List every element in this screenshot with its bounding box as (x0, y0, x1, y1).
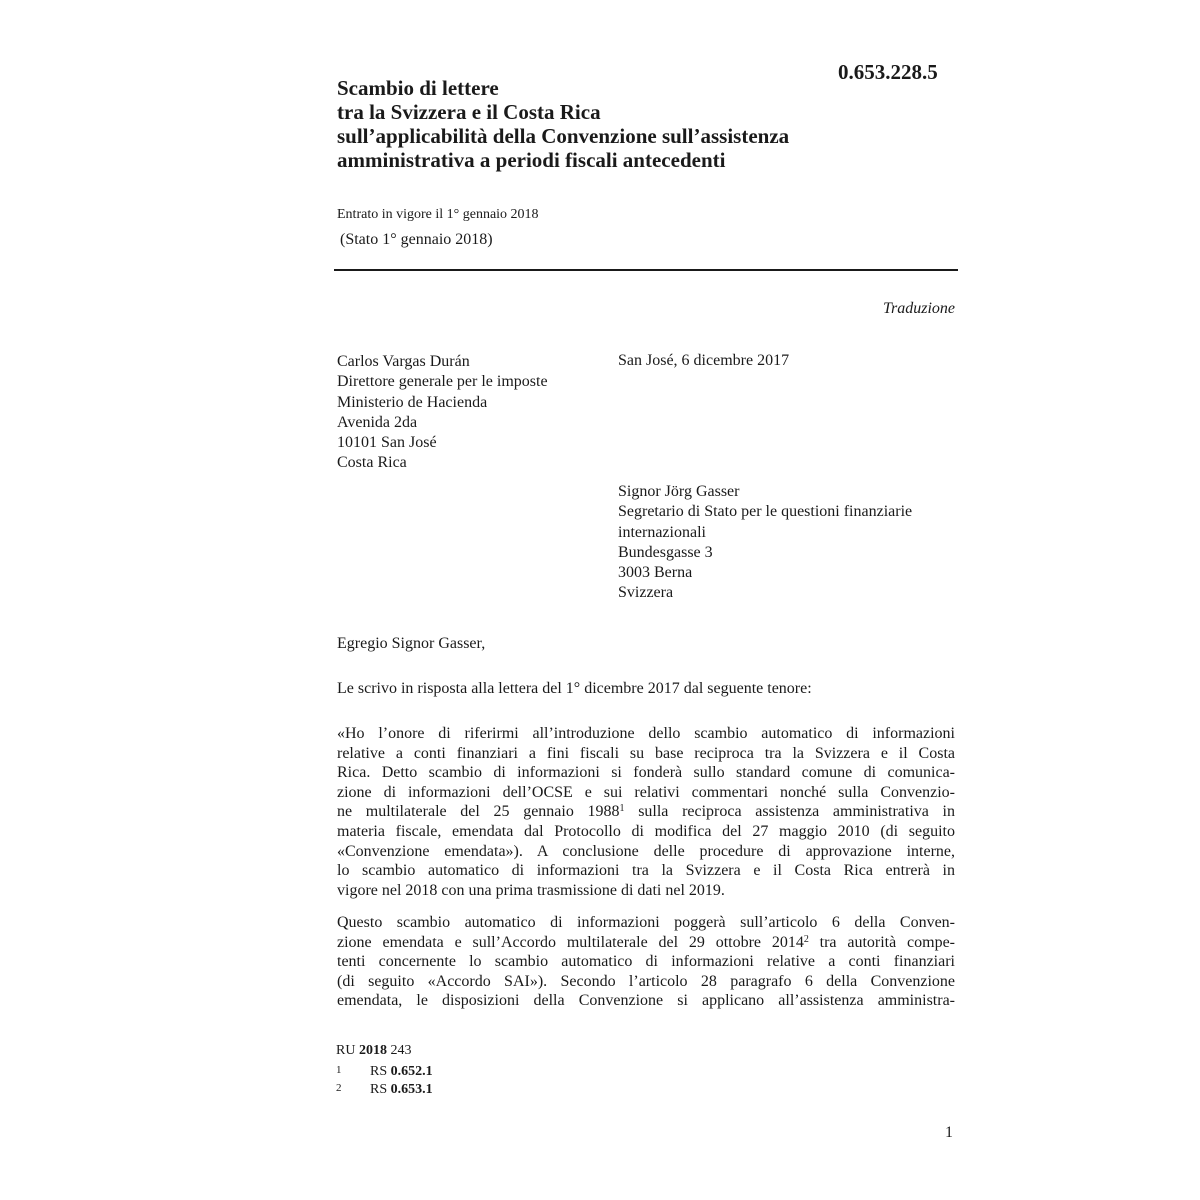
title-line: sull’applicabilità della Convenzione sull’assistenza (337, 124, 790, 148)
sender-address (337, 352, 548, 474)
line-text: ne multilaterale del 25 gennaio 1988 (337, 803, 620, 821)
footnote-ref-2[interactable]: 2 (803, 933, 809, 945)
footnote-prefix: RS (370, 1082, 391, 1097)
line-text: sulla reciproca assistenza amministrativa in (624, 803, 955, 821)
sender-line: Avenida 2da (337, 413, 418, 431)
paragraph-line: vigore nel 2018 con una prima trasmissione di dati nel 2019. (337, 881, 725, 899)
state-date: (Stato 1° gennaio 2018) (340, 231, 493, 248)
paragraph-line: (di seguito «Accordo SAI»). Secondo l’articolo 28 paragrafo 6 della Convenzione (337, 972, 955, 990)
recipient-line: internazionali (618, 523, 706, 541)
sender-line: Costa Rica (337, 454, 407, 472)
paragraph-line: «Convenzione emendata»). A conclusione delle procedure di approvazione interne, (337, 842, 955, 860)
ru-prefix: RU (336, 1043, 359, 1058)
intro-sentence: Le scrivo in risposta alla lettera del 1° dicembre 2017 dal seguente tenore: (337, 680, 812, 697)
recipient-line: 3003 Berna (618, 564, 693, 582)
paragraph-line: zione di informazioni dell’OCSE e sui relativi commentari nonché sulla Convenzio- (337, 783, 955, 801)
page-number: 1 (945, 1124, 953, 1141)
footnote-ref[interactable]: 0.652.1 (390, 1064, 433, 1079)
title-line: tra la Svizzera e il Costa Rica (337, 100, 601, 124)
sr-number: 0.653.228.5 (838, 60, 938, 84)
paragraph-line (337, 802, 955, 822)
paragraph-line: relative a conti finanziari a fini fiscali su base reciproca tra la Svizzera e il Costa (337, 744, 955, 762)
footnotes (336, 1062, 433, 1098)
footnote-mark: 2 (336, 1082, 342, 1094)
line-text: zione emendata e sull’Accordo multilaterale del 29 ottobre 2014 (337, 933, 804, 951)
line-text: tra autorità compe- (808, 933, 956, 951)
paragraph-line: «Ho l’onore di riferirmi all’introduzione dello scambio automatico di informazioni (337, 725, 955, 742)
footnote-ref[interactable]: 0.653.1 (390, 1082, 433, 1097)
translation-label: Traduzione (882, 300, 955, 317)
paragraph-line: Questo scambio automatico di informazioni poggerà sull’articolo 6 della Conven- (337, 914, 955, 931)
title-line: Scambio di lettere (337, 76, 499, 100)
entry-into-force: Entrato in vigore il 1° gennaio 2018 (337, 207, 539, 222)
paragraph-line: Rica. Detto scambio di informazioni si fonderà sullo standard comune di comunica- (337, 764, 955, 782)
paragraph-line: emendata, le disposizioni della Convenzione si applicano all’assistenza amministra- (337, 992, 955, 1010)
official-compilation-ref (336, 1043, 411, 1059)
salutation: Egregio Signor Gasser, (337, 635, 486, 652)
recipient-line: Bundesgasse 3 (618, 543, 713, 561)
paragraph-line: lo scambio automatico di informazioni tra la Svizzera e il Costa Rica entrerà in (337, 862, 955, 880)
sender-line: 10101 San José (337, 434, 437, 452)
footnote-ref-1[interactable]: 1 (619, 803, 625, 815)
paragraph-line (337, 933, 955, 953)
footnote-2 (336, 1080, 433, 1098)
footnote-prefix: RS (370, 1064, 391, 1079)
sender-line: Direttore generale per le imposte (337, 373, 548, 391)
recipient-line: Svizzera (618, 584, 674, 602)
document-title (337, 76, 789, 172)
quoted-paragraph-2 (337, 913, 955, 1011)
paragraph-line: tenti concernente lo scambio automatico di informazioni relative a conti finanziari (337, 953, 955, 971)
ru-year: 2018 (358, 1043, 387, 1058)
title-line: amministrativa a periodi fiscali antecedenti (337, 148, 726, 172)
paragraph-line: materia fiscale, emendata dal Protocollo di modifica del 27 maggio 2010 (di seguito (337, 822, 955, 840)
sender-line: Ministerio de Hacienda (337, 393, 488, 411)
recipient-line: Signor Jörg Gasser (618, 483, 740, 500)
sender-line: Carlos Vargas Durán (337, 353, 470, 370)
place-date: San José, 6 dicembre 2017 (618, 352, 790, 369)
footnote-1 (336, 1062, 433, 1080)
recipient-address (618, 482, 912, 604)
ru-page: 243 (386, 1043, 412, 1058)
quoted-paragraph-1 (337, 724, 955, 900)
footnote-mark: 1 (336, 1064, 342, 1076)
header-divider (334, 269, 958, 271)
recipient-line: Segretario di Stato per le questioni finanziarie (618, 503, 913, 521)
